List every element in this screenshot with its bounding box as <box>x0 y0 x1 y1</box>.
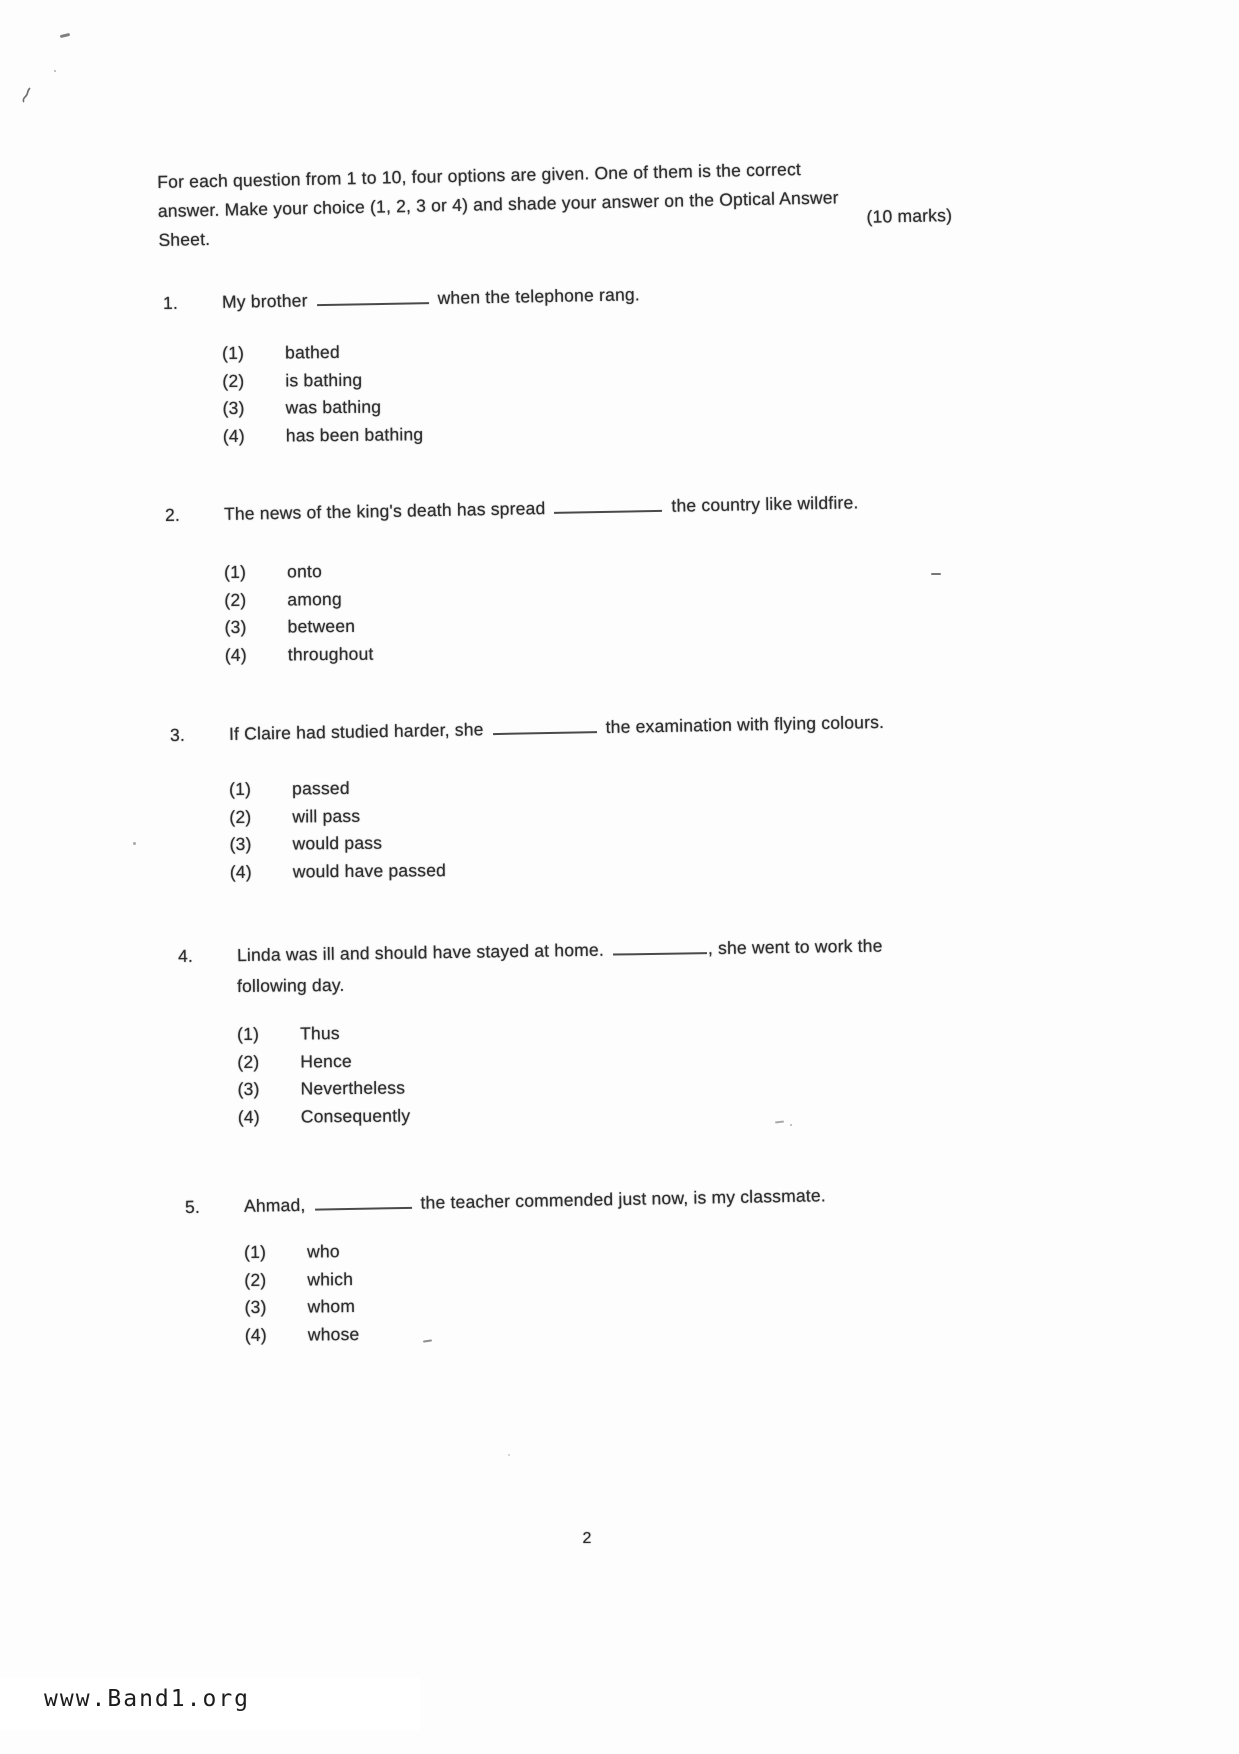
question-sentence <box>165 481 1175 530</box>
option-label: (3) <box>229 833 252 854</box>
option-label: (2) <box>224 589 247 610</box>
option-text: has been bathing <box>285 423 424 445</box>
question-number: 4. <box>177 945 194 966</box>
question-text-after: the examination with flying colours. <box>605 711 885 738</box>
option-text: Hence <box>300 1050 353 1071</box>
instructions-line: Sheet. <box>158 228 211 250</box>
scan-speck-dot <box>133 842 136 845</box>
question-number: 1. <box>162 292 179 313</box>
answer-blank <box>314 1192 411 1211</box>
marks-label: (10 marks) <box>866 205 953 227</box>
instructions-line: For each question from 1 to 10, four options are given. One of them is the correct <box>157 159 802 192</box>
question-sentence <box>170 701 1180 750</box>
question-text-before: Linda was ill and should have stayed at home. <box>236 939 605 966</box>
option-text: throughout <box>287 643 374 664</box>
option-label: (4) <box>237 1106 260 1127</box>
option-label: (2) <box>222 370 245 391</box>
answer-blank <box>613 937 707 955</box>
question-number: 5. <box>184 1196 201 1217</box>
option-label: (4) <box>224 644 247 665</box>
question-text-line2: following day. <box>236 974 345 996</box>
options-list <box>224 551 1176 669</box>
option-text: who <box>307 1241 340 1262</box>
question-text-after: , she went to work the <box>707 935 883 959</box>
option-text: between <box>287 615 356 637</box>
question-text-before: My brother <box>221 290 308 312</box>
instructions-line: answer. Make your choice (1, 2, 3 or 4) and shade your answer on the Optical Answer <box>157 187 839 221</box>
option-text: onto <box>287 561 323 582</box>
option-label: (3) <box>244 1296 267 1317</box>
answer-blank <box>316 287 428 306</box>
option-text: among <box>287 588 342 609</box>
option-text: whose <box>307 1323 360 1344</box>
option-text: will pass <box>292 805 361 826</box>
option-label: (4) <box>244 1324 267 1345</box>
options-list <box>237 1013 1189 1131</box>
question-number: 2. <box>164 504 181 525</box>
option-label: (2) <box>244 1269 267 1290</box>
option-text: passed <box>292 777 350 799</box>
question-text-before: Ahmad, <box>243 1194 306 1216</box>
question-2 <box>164 492 1175 669</box>
question-text-before: The news of the king's death has spread <box>223 498 546 524</box>
option-label: (4) <box>222 425 245 446</box>
question-1 <box>162 284 1173 450</box>
answer-blank <box>554 495 662 514</box>
option-text: would pass <box>292 832 383 854</box>
option-label: (4) <box>229 861 252 882</box>
option-label: (1) <box>229 778 252 799</box>
option-text: which <box>307 1268 354 1289</box>
option-text: is bathing <box>285 369 363 390</box>
question-text-after: the country like wildfire. <box>671 492 859 516</box>
option-label: (2) <box>237 1051 260 1072</box>
options-list <box>229 768 1181 886</box>
watermark-url: www.Band1.org <box>44 1686 251 1712</box>
option-text: Nevertheless <box>300 1077 406 1099</box>
question-sentence <box>163 269 1173 318</box>
scan-speck-dash <box>60 33 70 38</box>
options-list <box>222 332 1174 450</box>
option-text: Thus <box>300 1023 340 1044</box>
scan-speck-dot <box>54 70 56 72</box>
question-4 <box>177 935 1188 1131</box>
option-label: (1) <box>222 342 245 363</box>
scan-speck-dot <box>508 1454 510 1456</box>
page-number: 2 <box>582 1530 592 1547</box>
options-list <box>244 1231 1196 1349</box>
scan-speck-squiggle <box>21 86 33 104</box>
option-label: (1) <box>237 1023 260 1044</box>
question-text-before: If Claire had studied harder, she <box>228 719 484 744</box>
question-sentence <box>185 1173 1195 1222</box>
question-text-after: the teacher commended just now, is my classmate. <box>420 1185 827 1213</box>
option-label: (1) <box>244 1241 267 1262</box>
option-text: bathed <box>285 341 340 363</box>
option-label: (3) <box>224 616 247 637</box>
question-number: 3. <box>169 724 186 745</box>
option-text: Consequently <box>300 1104 411 1126</box>
option-label: (2) <box>229 806 252 827</box>
option-text: was bathing <box>285 396 382 418</box>
instructions-block <box>157 152 951 255</box>
answer-blank <box>492 716 596 735</box>
question-text-after: when the telephone rang. <box>437 284 641 308</box>
option-text: would have passed <box>292 859 447 881</box>
option-label: (1) <box>224 561 247 582</box>
question-3 <box>169 711 1180 886</box>
option-text: whom <box>307 1296 356 1317</box>
question-5 <box>184 1185 1195 1349</box>
option-label: (3) <box>237 1078 260 1099</box>
option-label: (3) <box>222 397 245 418</box>
